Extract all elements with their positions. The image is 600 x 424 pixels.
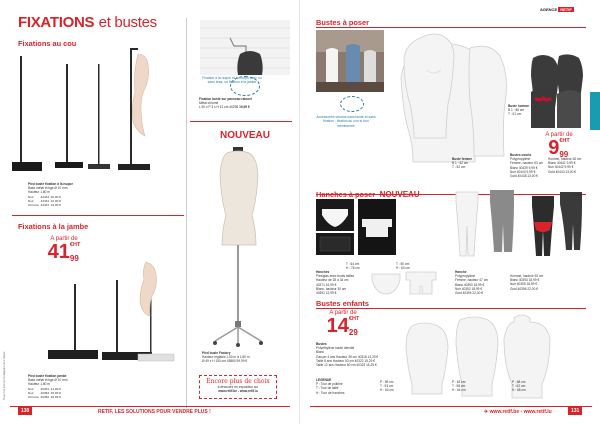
- bustes-note: Accessoires vendus sans buste et sans fixation ; fixation au cou si non mentionnée: [316, 115, 376, 128]
- enfants-size: H : 68 cm: [512, 388, 526, 393]
- enfants-line: Taille 8 ans Hauteur 53 cm 40322 15,29 €: [316, 358, 376, 363]
- promo-line: à découvrir en exposition sur: [217, 385, 259, 389]
- price-label: A partir de: [545, 132, 573, 138]
- legend-line: P : Tour de poitrine: [316, 382, 343, 387]
- factory-info: [202, 351, 286, 364]
- page-number-right: 131: [568, 407, 582, 415]
- busts-short-line: Gold 40443 13,00 €: [548, 169, 577, 174]
- promo-line: www.retif.be - www.retif.lu: [218, 389, 258, 394]
- leg-stand-line: Hauteur 1,80 m: [28, 382, 50, 387]
- hanche-homme-line: Noir 40395 18,99 €: [510, 282, 538, 287]
- white-busts-image: [382, 30, 522, 170]
- callout-note: Fixation à la nuque et au corps avec ou sans bras, ou fixation à la jambe: [202, 76, 262, 85]
- enfants-line: Garçon 4 ans Hauteur 39 cm 40318 14,29 €: [316, 354, 379, 359]
- section-fixations-cou: Fixations au cou: [18, 39, 77, 48]
- enfants-size: P : 68 cm: [512, 380, 526, 384]
- hanche-femme-line: Polypropylène: [455, 274, 476, 279]
- enfants-sizes-3: [512, 380, 526, 393]
- neck-stand-table: [28, 195, 62, 207]
- hanches-line: 40371 16,99 €: [316, 282, 337, 287]
- footer-web[interactable]: [484, 409, 552, 415]
- black-bust-size: B 1 : 86 cm: [508, 108, 525, 113]
- white-bust-sizes: [452, 157, 472, 170]
- enfants-size: T : 53 cm: [380, 384, 394, 389]
- leg-stand-title: Pied buste fixation jambe: [28, 374, 67, 378]
- enfants-line: Polyéthylène haute densité: [316, 346, 355, 351]
- factory-line: Hauteur réglable 1,50 m à 1,80 m: [202, 355, 250, 360]
- price-int: 14: [326, 315, 349, 337]
- factory-line: Ø 49 x H 150 cm 45860 99,99 €: [202, 359, 248, 364]
- footer-rule: [310, 406, 592, 407]
- price-dec: 99: [559, 150, 569, 159]
- divider: [12, 215, 184, 216]
- price-currency: €HT: [559, 138, 570, 144]
- table-row: Noir 40353 45,99 €: [28, 390, 61, 395]
- hips-white-image: [370, 270, 440, 296]
- divider: [316, 27, 586, 28]
- leg-stand-table: [28, 387, 62, 399]
- enfants-size: P : 56 cm: [380, 380, 394, 384]
- factory-title: Pied buste Factory: [202, 351, 231, 355]
- busts-short-title: Bustes courts: [510, 153, 532, 157]
- wall-fix-line: Métal chromé: [199, 101, 219, 106]
- hanches-line: Plexiglas avec bouts tailles: [316, 274, 355, 279]
- divider: [190, 121, 292, 122]
- legend: [316, 378, 344, 395]
- price-dec: 29: [348, 328, 358, 337]
- leg-stands-image: [20, 262, 180, 367]
- right-small-label: Modèle: [572, 193, 583, 197]
- price-int: 9: [548, 137, 560, 159]
- hips-legs-image: [450, 188, 586, 266]
- neck-stands-image: [8, 46, 168, 176]
- wall-fix-line: 19,99 €: [239, 105, 250, 110]
- product-neck-stand-info: [28, 182, 73, 207]
- nouveau-badge: NOUVEAU: [220, 130, 271, 141]
- table-row: Noir 43433 20,00 €: [28, 194, 61, 199]
- wall-panel-image: [200, 20, 290, 75]
- busts-short-info-2: [548, 157, 581, 174]
- busts-short-line: Blanc 40441 9,99 €: [548, 161, 576, 166]
- black-busts-image: [527, 52, 585, 136]
- hanches-line: Hauteur de 28 à 34 cm: [316, 278, 349, 283]
- price-dec: 99: [69, 254, 79, 263]
- wall-fix-title: Fixation buste sur panneau rainuré: [199, 97, 253, 101]
- black-bust-size: T : 61 cm: [508, 112, 522, 117]
- hanches-heading: Hanches à poser: [316, 190, 376, 199]
- footer-web-text: www.retif.be - www.retif.lu: [489, 409, 552, 415]
- enfants-title: Bustes: [316, 342, 327, 346]
- wall-fix-info: [199, 97, 279, 110]
- hanches-nouveau: NOUVEAU: [379, 190, 420, 199]
- enfants-size: H : 60 cm: [380, 388, 394, 393]
- section-fixations-jambe: Fixations à la jambe: [18, 222, 89, 231]
- page-gutter: [299, 0, 300, 424]
- title-et-bustes: et bustes: [98, 14, 157, 31]
- busts-short-info: [510, 153, 543, 178]
- brand-badge: RETIF: [560, 7, 572, 12]
- hanches-size: T : 50 cm: [396, 262, 410, 266]
- table-row: Noir 43434 22,00 €: [28, 198, 61, 203]
- neck-stand-title: Pied buste fixation à la nuque: [28, 182, 73, 186]
- busts-short-line: Homme, hauteur 60 cm: [548, 157, 582, 161]
- enfants-size: T : 62 cm: [512, 384, 526, 389]
- price-currency: €HT: [69, 242, 81, 248]
- factory-mannequin-image: [205, 145, 275, 350]
- white-bust-size: T : 52 cm: [452, 165, 466, 170]
- enfants-sizes-2: [452, 380, 466, 393]
- callout-ring: [340, 96, 364, 112]
- page-title: [18, 14, 157, 32]
- table-row: Chrome 40352 48,99 €: [28, 394, 61, 399]
- hanche-femme-line: Noir 40392 18,99 €: [455, 286, 483, 291]
- agence-label: AGENCE: [540, 7, 558, 12]
- store-photo: [316, 30, 384, 92]
- price-int: 41: [47, 241, 70, 263]
- black-bust-label: Buste homme: [508, 104, 530, 108]
- hanche-femme-line: Femme, hauteur 47 cm: [455, 278, 488, 283]
- enfants-sizes-1: [380, 380, 394, 393]
- price-enfants: [314, 310, 372, 340]
- busts-short-line: Polypropylène: [510, 157, 531, 162]
- enfants-line: Blanc: [316, 350, 324, 355]
- hanches-title: Hanches: [316, 270, 330, 274]
- wall-fix-line: 46298: [229, 105, 239, 110]
- callout-ring: [230, 76, 260, 96]
- busts-short-line: Noir 40442 9,99 €: [548, 165, 574, 170]
- enfants-line: Taille 12 ans Hauteur 60 cm 40323 16,29 €: [316, 363, 377, 368]
- promo-box: [199, 375, 277, 399]
- price-currency: €HT: [348, 316, 360, 322]
- hanches-info: [316, 270, 354, 295]
- busts-short-line: Blanc 40439 9,99 €: [510, 165, 538, 170]
- black-bust-sizes: [508, 104, 529, 117]
- hanche-femme-info: [455, 270, 488, 295]
- section-bustes-enfants: Bustes enfants: [316, 299, 369, 308]
- child-busts-image: [398, 312, 588, 402]
- hanches-size: T : 64 cm: [346, 262, 360, 266]
- hanche-homme-line: Homme, hauteur 52 cm: [510, 274, 544, 278]
- product-leg-stand-info: [28, 374, 68, 399]
- neck-stand-line: Base métal et tige Ø 10 mm: [28, 186, 68, 191]
- enfants-size: T : 58 cm: [452, 384, 466, 389]
- price-label: A partir de: [50, 236, 78, 242]
- hanches-line: 40391 12,99 €: [316, 291, 337, 296]
- neck-stand-line: Hauteur 1,80 m: [28, 190, 50, 195]
- table-row: Noir 40351 41,99 €: [28, 386, 61, 391]
- divider: [316, 308, 586, 309]
- footer-rule: [10, 406, 290, 407]
- enfants-info: [316, 342, 378, 367]
- hanche-femme-title: Hanche: [455, 270, 467, 274]
- legend-line: H : Tour de hanches: [316, 390, 345, 395]
- agence-tag: [540, 7, 574, 12]
- title-fixations: FIXATIONS: [18, 14, 95, 31]
- table-row: Chrome 43437 24,00 €: [28, 202, 61, 207]
- hanche-femme-line: Blanc 40390 18,99 €: [455, 282, 485, 287]
- column-divider: [186, 18, 187, 408]
- hanche-femme-line: Gold 40394 22,00 €: [455, 291, 484, 296]
- hanches-size: H : 63 cm: [396, 266, 410, 271]
- section-bustes-poser: Bustes à poser: [316, 18, 369, 27]
- busts-short-line: Gold 40438 13,00 €: [510, 174, 539, 179]
- price-label: A partir de: [329, 310, 357, 316]
- hanches-line: Blanc, hauteur 30 cm: [316, 286, 347, 291]
- leg-stand-line: Base métal et tige Ø 10 mm: [28, 378, 68, 383]
- wall-fix-line: L 90 x P 3 x H 13 cm: [199, 105, 229, 110]
- legend-title: LEGENDE: [316, 378, 332, 382]
- hanche-homme-line: Gold 40396 22,00 €: [510, 286, 539, 291]
- teal-side-tab: [590, 92, 600, 130]
- hanche-homme-info: [510, 274, 543, 291]
- hanche-homme-line: Blanc 40393 18,99 €: [510, 278, 540, 283]
- side-note: Tous nos prix sont indiqués Hors Taxes: [2, 351, 6, 400]
- busts-short-line: Femme, hauteur 53 cm: [510, 161, 543, 166]
- white-bust-size: B 1 : 62 cm: [452, 161, 469, 166]
- busts-short-line: Noir 40440 9,99 €: [510, 169, 536, 174]
- footer-slogan: RETIF, LES SOLUTIONS POUR VENDRE PLUS !: [98, 409, 211, 415]
- legend-line: T : Tour de taille: [316, 386, 339, 391]
- cart-icon: ✈: [484, 409, 489, 415]
- white-bust-label: Buste femme: [452, 157, 473, 161]
- promo-title: Encore plus de choix: [206, 378, 270, 385]
- enfants-size: P : 62 cm: [452, 380, 466, 384]
- page-number-left: 130: [18, 407, 32, 415]
- hanches-size: H : 76 cm: [346, 266, 360, 271]
- hips-acrylic-image: [316, 199, 396, 259]
- enfants-size: H : 64 cm: [452, 388, 466, 393]
